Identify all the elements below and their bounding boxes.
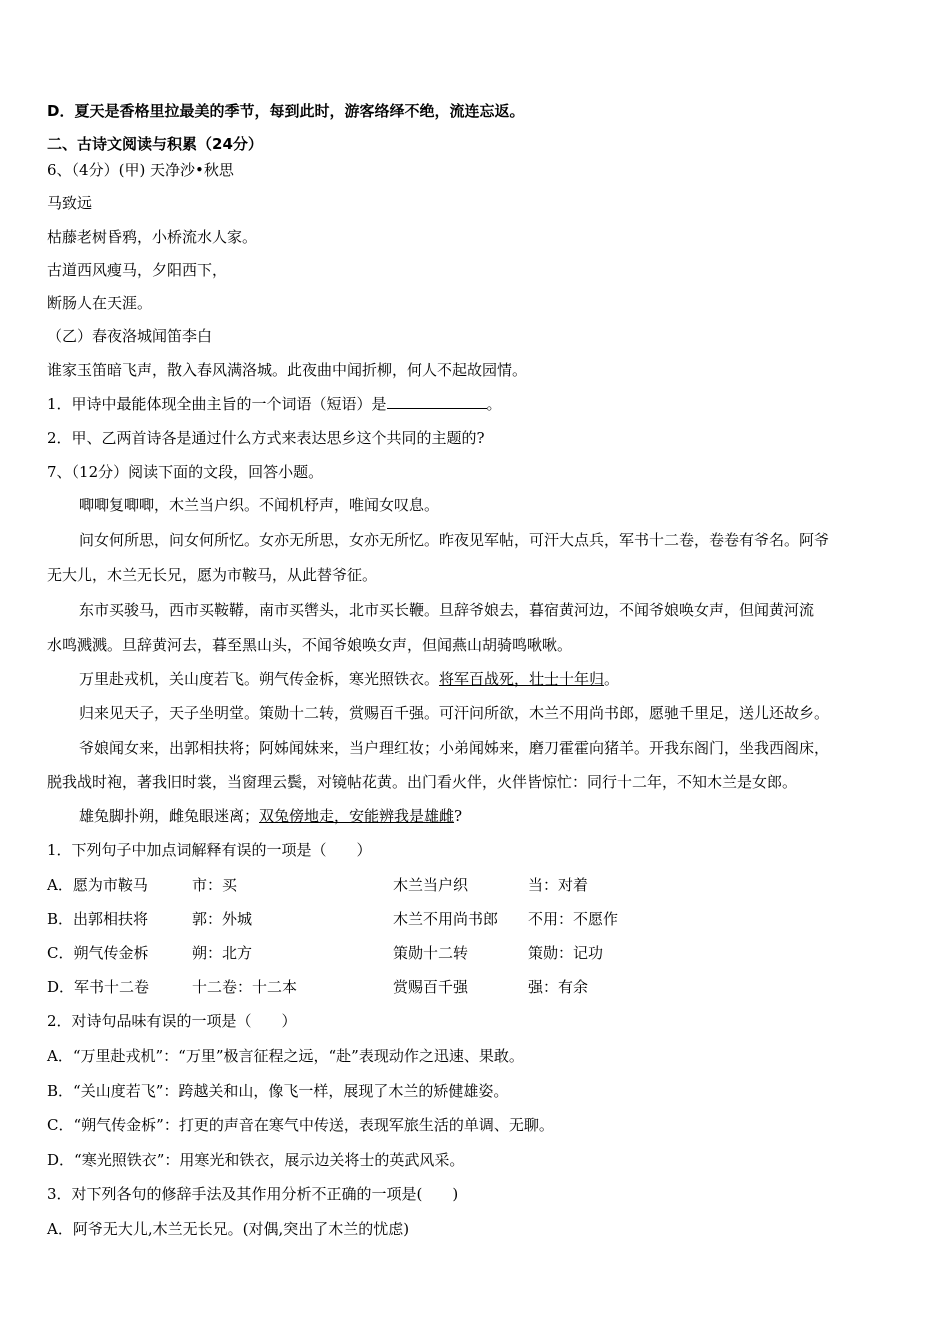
poem-a-line: 古道西风瘦马，夕阳西下， — [47, 261, 228, 279]
q6-sub1-end: 。 — [486, 395, 502, 413]
q7-heading: 7、（12分）阅读下面的文段，回答小题。 — [47, 463, 324, 481]
sub-question-2-stem: 2．对诗句品味有误的一项是（ ） — [47, 1012, 297, 1030]
choice-option-d[interactable]: D．“寒光照铁衣”：用寒光和铁衣，展示边关将士的英武风采。 — [47, 1151, 465, 1169]
underlined-sentence: 双兔傍地走，安能辨我是雄雌 — [259, 807, 455, 825]
q6-sub2: 2．甲、乙两首诗各是通过什么方式来表达思乡这个共同的主题的? — [47, 429, 485, 447]
passage-para-4 — [79, 669, 619, 689]
choice-option-b[interactable]: B．“关山度若飞”：跨越关和山，像飞一样，展现了木兰的矫健雄姿。 — [47, 1082, 509, 1100]
passage-para-3b: 水鸣溅溅。旦辞黄河去，暮至黑山头，不闻爷娘唤女声，但闻燕山胡骑鸣啾啾。 — [47, 636, 573, 654]
sub-question-3-stem: 3．对下列各句的修辞手法及其作用分析不正确的一项是( ) — [47, 1185, 459, 1203]
q6-sub1 — [47, 394, 502, 414]
section-2-title: 二、古诗文阅读与积累（24分） — [47, 135, 263, 153]
para-7-text: 雄兔脚扑朔，雌兔眼迷离； — [79, 807, 260, 825]
option-b-sentence-2: 木兰不用尚书郎 — [393, 910, 499, 928]
q6-heading: 6、（4分）(甲) 天净沙•秋思 — [47, 161, 234, 179]
passage-para-2a: 问女何所思，问女何所忆。女亦无所思，女亦无所忆。昨夜见军帖，可汗大点兵，军书十二卷，卷卷有爷名。阿爷 — [79, 531, 830, 549]
option-c-sentence[interactable]: C．朔气传金柝 — [47, 944, 149, 962]
poem-a-line: 枯藤老树昏鸦，小桥流水人家。 — [47, 228, 258, 246]
sub-question-1-stem: 1．下列句子中加点词解释有误的一项是（ ） — [47, 841, 372, 859]
passage-para-7 — [79, 806, 462, 826]
option-c-sentence-2: 策勋十二转 — [393, 944, 469, 962]
option-b-explain-2: 不用：不愿作 — [528, 910, 619, 928]
passage-para-5: 归来见天子，天子坐明堂。策勋十二转，赏赐百千强。可汗问所欲，木兰不用尚书郎，愿驰千里足，送儿还故乡。 — [79, 704, 830, 722]
choice-option-c[interactable]: C．“朔气传金柝”：打更的声音在寒气中传送，表现军旅生活的单调、无聊。 — [47, 1116, 554, 1134]
option-d-explain-1: 十二卷：十二本 — [192, 978, 298, 996]
option-b-sentence[interactable]: B．出郭相扶将 — [47, 910, 149, 928]
poem-b-text: 谁家玉笛暗飞声，散入春风满洛城。此夜曲中闻折柳，何人不起故园情。 — [47, 361, 528, 379]
option-c-explain-2: 策勋：记功 — [528, 944, 604, 962]
poem-a-author: 马致远 — [47, 194, 93, 212]
poem-b-title: （乙）春夜洛城闻笛李白 — [47, 327, 213, 345]
passage-para-6b: 脱我战时袍，著我旧时裳，当窗理云鬓，对镜帖花黄。出门看火伴，火伴皆惊忙：同行十二年，不知木兰是女郎。 — [47, 773, 798, 791]
para-4-end: 。 — [604, 670, 620, 688]
passage-para-2b: 无大儿，木兰无长兄，愿为市鞍马，从此替爷征。 — [47, 566, 378, 584]
choice-option-a[interactable]: A．阿爷无大儿,木兰无长兄。(对偶,突出了木兰的忧虑) — [47, 1220, 410, 1238]
para-4-text: 万里赴戎机，关山度若飞。朔气传金柝，寒光照铁衣。 — [79, 670, 440, 688]
option-a-explain-2: 当：对着 — [528, 876, 589, 894]
para-7-end: ? — [454, 807, 463, 825]
option-a-sentence-2: 木兰当户织 — [393, 876, 469, 894]
choice-option-a[interactable]: A．“万里赴戎机”：“万里”极言征程之远，“赴”表现动作之迅速、果敢。 — [47, 1047, 524, 1065]
option-d-explain-2: 强：有余 — [528, 978, 589, 996]
option-a-sentence[interactable]: A．愿为市鞍马 — [47, 876, 148, 894]
option-c-explain-1: 朔：北方 — [192, 944, 253, 962]
option-b-explain-1: 郭：外城 — [192, 910, 253, 928]
q6-sub1-text: 1．甲诗中最能体现全曲主旨的一个词语（短语）是 — [47, 395, 387, 413]
passage-para-6a: 爷娘闻女来，出郭相扶将；阿姊闻妹来，当户理红妆；小弟闻姊来，磨刀霍霍向猪羊。开我东阁门，坐我西阁床， — [79, 739, 830, 757]
poem-a-line: 断肠人在天涯。 — [47, 294, 153, 312]
q5-option-d: D．夏天是香格里拉最美的季节，每到此时，游客络绎不绝，流连忘返。 — [47, 102, 525, 120]
option-d-sentence[interactable]: D．军书十二卷 — [47, 978, 150, 996]
passage-para-1: 唧唧复唧唧，木兰当户织。不闻机杼声，唯闻女叹息。 — [79, 496, 440, 514]
underlined-sentence: 将军百战死，壮士十年归 — [439, 670, 605, 688]
option-d-sentence-2: 赏赐百千强 — [393, 978, 469, 996]
answer-blank[interactable] — [387, 394, 487, 409]
option-a-explain-1: 市：买 — [192, 876, 238, 894]
passage-para-3a: 东市买骏马，西市买鞍鞯，南市买辔头，北市买长鞭。旦辞爷娘去，暮宿黄河边，不闻爷娘唤女声，但闻黄河流 — [79, 601, 815, 619]
